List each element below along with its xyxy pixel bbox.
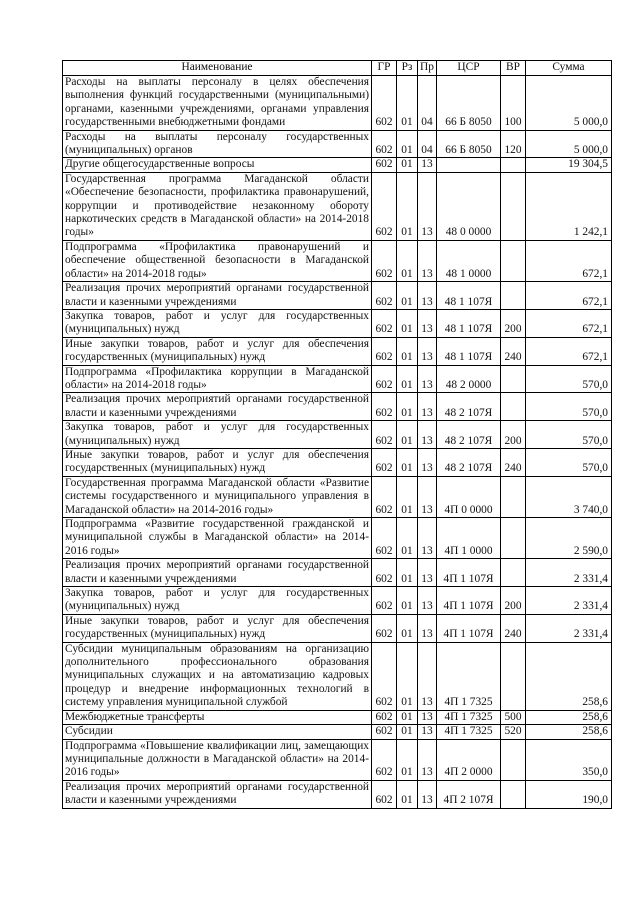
cell-pr: 13: [418, 448, 437, 476]
cell-pr: 13: [418, 614, 437, 642]
cell-csr: 66 Б 8050: [437, 76, 501, 131]
cell-rz: 01: [397, 158, 418, 172]
cell-csr: 48 2 107Я: [437, 393, 501, 421]
cell-rz: 01: [397, 240, 418, 281]
cell-name: Государственная программа Магаданской области «Развитие системы государственного и муниципального управления в Магаданской области» на 2014-2016 годы»: [63, 476, 372, 517]
cell-sum: 258,6: [526, 710, 612, 724]
cell-csr: 4П 2 0000: [437, 739, 501, 780]
cell-gr: 602: [372, 172, 397, 240]
cell-pr: 13: [418, 725, 437, 739]
table-row: [63, 476, 612, 517]
cell-vr: 240: [501, 448, 526, 476]
cell-sum: 672,1: [526, 282, 612, 310]
cell-rz: 01: [397, 282, 418, 310]
cell-name: Государственная программа Магаданской области «Обеспечение безопасности, профилактика правонарушений, коррупции и противодействие незаконному обороту наркотических средств в Магаданской области» на 2014-2018 годы»: [63, 172, 372, 240]
cell-pr: 13: [418, 421, 437, 449]
header-rz: Рз: [397, 61, 418, 76]
cell-vr: [501, 365, 526, 393]
cell-vr: [501, 559, 526, 587]
cell-csr: 48 2 107Я: [437, 448, 501, 476]
cell-pr: 13: [418, 476, 437, 517]
table-row: [63, 337, 612, 365]
cell-sum: 1 242,1: [526, 172, 612, 240]
cell-gr: 602: [372, 642, 397, 710]
cell-gr: 602: [372, 518, 397, 559]
table-row: [63, 76, 612, 131]
header-vr: ВР: [501, 61, 526, 76]
cell-sum: 258,6: [526, 725, 612, 739]
cell-csr: 4П 0 0000: [437, 476, 501, 517]
cell-gr: 602: [372, 739, 397, 780]
cell-pr: 13: [418, 710, 437, 724]
cell-vr: [501, 476, 526, 517]
table-body: [63, 76, 612, 809]
cell-name: Подпрограмма «Профилактика коррупции в Магаданской области» на 2014-2018 годы»: [63, 365, 372, 393]
cell-rz: 01: [397, 559, 418, 587]
cell-name: Реализация прочих мероприятий органами государственной власти и казенными учреждениями: [63, 282, 372, 310]
cell-rz: 01: [397, 587, 418, 615]
cell-vr: 200: [501, 587, 526, 615]
cell-pr: 04: [418, 130, 437, 158]
cell-rz: 01: [397, 365, 418, 393]
cell-gr: 602: [372, 559, 397, 587]
budget-table: [62, 60, 612, 809]
cell-sum: 2 331,4: [526, 559, 612, 587]
table-row: [63, 559, 612, 587]
cell-vr: [501, 780, 526, 808]
header-csr: ЦСР: [437, 61, 501, 76]
cell-vr: [501, 282, 526, 310]
cell-name: Реализация прочих мероприятий органами государственной власти и казенными учреждениями: [63, 393, 372, 421]
cell-csr: [437, 158, 501, 172]
cell-sum: 190,0: [526, 780, 612, 808]
cell-rz: 01: [397, 309, 418, 337]
cell-pr: 13: [418, 337, 437, 365]
table-header-row: [63, 61, 612, 76]
cell-rz: 01: [397, 421, 418, 449]
table-row: [63, 172, 612, 240]
cell-sum: 672,1: [526, 337, 612, 365]
header-pr: Пр: [418, 61, 437, 76]
cell-csr: 4П 1 7325: [437, 710, 501, 724]
cell-pr: 13: [418, 518, 437, 559]
table-row: [63, 365, 612, 393]
cell-rz: 01: [397, 130, 418, 158]
cell-name: Расходы на выплаты персоналу государственных (муниципальных) органов: [63, 130, 372, 158]
cell-sum: 570,0: [526, 393, 612, 421]
cell-vr: 120: [501, 130, 526, 158]
cell-pr: 13: [418, 158, 437, 172]
cell-gr: 602: [372, 614, 397, 642]
cell-sum: 19 304,5: [526, 158, 612, 172]
cell-gr: 602: [372, 337, 397, 365]
cell-name: Расходы на выплаты персоналу в целях обеспечения выполнения функций государственными (муниципальными) органами, казенными учреждениями, органами управления государственными внебюджетными фондами: [63, 76, 372, 131]
cell-pr: 13: [418, 365, 437, 393]
cell-csr: 4П 1 107Я: [437, 587, 501, 615]
cell-sum: 570,0: [526, 421, 612, 449]
cell-gr: 602: [372, 130, 397, 158]
cell-vr: 240: [501, 614, 526, 642]
cell-rz: 01: [397, 448, 418, 476]
cell-rz: 01: [397, 739, 418, 780]
cell-name: Другие общегосударственные вопросы: [63, 158, 372, 172]
table-row: [63, 130, 612, 158]
cell-csr: 4П 1 7325: [437, 642, 501, 710]
cell-pr: 13: [418, 559, 437, 587]
cell-csr: 4П 1 0000: [437, 518, 501, 559]
cell-gr: 602: [372, 158, 397, 172]
cell-csr: 48 1 0000: [437, 240, 501, 281]
cell-sum: 672,1: [526, 240, 612, 281]
cell-pr: 13: [418, 282, 437, 310]
cell-vr: [501, 393, 526, 421]
cell-name: Закупка товаров, работ и услуг для государственных (муниципальных) нужд: [63, 309, 372, 337]
cell-gr: 602: [372, 476, 397, 517]
cell-rz: 01: [397, 780, 418, 808]
cell-rz: 01: [397, 518, 418, 559]
cell-name: Межбюджетные трансферты: [63, 710, 372, 724]
cell-name: Закупка товаров, работ и услуг для государственных (муниципальных) нужд: [63, 421, 372, 449]
cell-sum: 258,6: [526, 642, 612, 710]
cell-name: Иные закупки товаров, работ и услуг для обеспечения государственных (муниципальных) нужд: [63, 614, 372, 642]
cell-name: Закупка товаров, работ и услуг для государственных (муниципальных) нужд: [63, 587, 372, 615]
cell-rz: 01: [397, 642, 418, 710]
cell-pr: 13: [418, 240, 437, 281]
cell-csr: 48 1 107Я: [437, 309, 501, 337]
cell-sum: 350,0: [526, 739, 612, 780]
table-row: [63, 448, 612, 476]
cell-vr: [501, 518, 526, 559]
header-name: Наименование: [63, 61, 372, 76]
cell-vr: [501, 739, 526, 780]
cell-vr: [501, 158, 526, 172]
cell-vr: [501, 642, 526, 710]
cell-gr: 602: [372, 282, 397, 310]
cell-name: Иные закупки товаров, работ и услуг для обеспечения государственных (муниципальных) нужд: [63, 448, 372, 476]
cell-name: Субсидии муниципальным образованиям на организацию дополнительного профессионального образования муниципальных служащих и на автоматизацию кадровых процедур и внедрение информационных технологий в систему управления муниципальной службой: [63, 642, 372, 710]
header-sum: Сумма: [526, 61, 612, 76]
cell-sum: 2 331,4: [526, 587, 612, 615]
cell-vr: 520: [501, 725, 526, 739]
cell-name: Подпрограмма «Повышение квалификации лиц, замещающих муниципальные должности в Магаданской области» на 2014-2016 годы»: [63, 739, 372, 780]
cell-csr: 4П 2 107Я: [437, 780, 501, 808]
cell-csr: 48 2 107Я: [437, 421, 501, 449]
table-row: [63, 642, 612, 710]
cell-pr: 13: [418, 739, 437, 780]
cell-pr: 13: [418, 780, 437, 808]
cell-name: Реализация прочих мероприятий органами государственной власти и казенными учреждениями: [63, 780, 372, 808]
cell-csr: 48 1 107Я: [437, 337, 501, 365]
cell-sum: 570,0: [526, 448, 612, 476]
cell-csr: 4П 1 107Я: [437, 614, 501, 642]
budget-document: [62, 60, 611, 809]
cell-csr: 48 0 0000: [437, 172, 501, 240]
cell-vr: 240: [501, 337, 526, 365]
cell-sum: 3 740,0: [526, 476, 612, 517]
cell-csr: 66 Б 8050: [437, 130, 501, 158]
table-row: [63, 393, 612, 421]
cell-vr: 500: [501, 710, 526, 724]
cell-rz: 01: [397, 710, 418, 724]
cell-gr: 602: [372, 710, 397, 724]
cell-name: Подпрограмма «Развитие государственной гражданской и муниципальной службы в Магаданской области» на 2014-2016 годы»: [63, 518, 372, 559]
table-row: [63, 158, 612, 172]
header-gr: ГР: [372, 61, 397, 76]
cell-rz: 01: [397, 337, 418, 365]
cell-gr: 602: [372, 448, 397, 476]
cell-rz: 01: [397, 172, 418, 240]
cell-pr: 13: [418, 393, 437, 421]
table-row: [63, 518, 612, 559]
cell-gr: 602: [372, 76, 397, 131]
cell-rz: 01: [397, 614, 418, 642]
cell-csr: 4П 1 7325: [437, 725, 501, 739]
cell-sum: 2 590,0: [526, 518, 612, 559]
table-row: [63, 421, 612, 449]
cell-sum: 5 000,0: [526, 76, 612, 131]
cell-sum: 570,0: [526, 365, 612, 393]
cell-rz: 01: [397, 476, 418, 517]
cell-pr: 13: [418, 172, 437, 240]
cell-vr: 200: [501, 309, 526, 337]
cell-rz: 01: [397, 393, 418, 421]
cell-vr: [501, 240, 526, 281]
cell-sum: 672,1: [526, 309, 612, 337]
cell-name: Реализация прочих мероприятий органами государственной власти и казенными учреждениями: [63, 559, 372, 587]
cell-pr: 13: [418, 309, 437, 337]
cell-vr: 200: [501, 421, 526, 449]
cell-pr: 04: [418, 76, 437, 131]
table-row: [63, 587, 612, 615]
cell-name: Иные закупки товаров, работ и услуг для обеспечения государственных (муниципальных) нужд: [63, 337, 372, 365]
cell-sum: 2 331,4: [526, 614, 612, 642]
table-row: [63, 614, 612, 642]
cell-gr: 602: [372, 421, 397, 449]
cell-name: Субсидии: [63, 725, 372, 739]
cell-gr: 602: [372, 780, 397, 808]
cell-gr: 602: [372, 365, 397, 393]
table-row: [63, 240, 612, 281]
table-row: [63, 780, 612, 808]
cell-csr: 48 2 0000: [437, 365, 501, 393]
table-row: [63, 282, 612, 310]
cell-gr: 602: [372, 587, 397, 615]
cell-gr: 602: [372, 309, 397, 337]
table-row: [63, 309, 612, 337]
cell-sum: 5 000,0: [526, 130, 612, 158]
cell-vr: [501, 172, 526, 240]
cell-pr: 13: [418, 642, 437, 710]
table-row: [63, 725, 612, 739]
cell-rz: 01: [397, 725, 418, 739]
cell-gr: 602: [372, 725, 397, 739]
cell-gr: 602: [372, 393, 397, 421]
cell-csr: 4П 1 107Я: [437, 559, 501, 587]
cell-gr: 602: [372, 240, 397, 281]
cell-vr: 100: [501, 76, 526, 131]
cell-csr: 48 1 107Я: [437, 282, 501, 310]
table-row: [63, 710, 612, 724]
cell-name: Подпрограмма «Профилактика правонарушений и обеспечение общественной безопасности в Магаданской области» на 2014-2018 годы»: [63, 240, 372, 281]
table-row: [63, 739, 612, 780]
cell-pr: 13: [418, 587, 437, 615]
cell-rz: 01: [397, 76, 418, 131]
